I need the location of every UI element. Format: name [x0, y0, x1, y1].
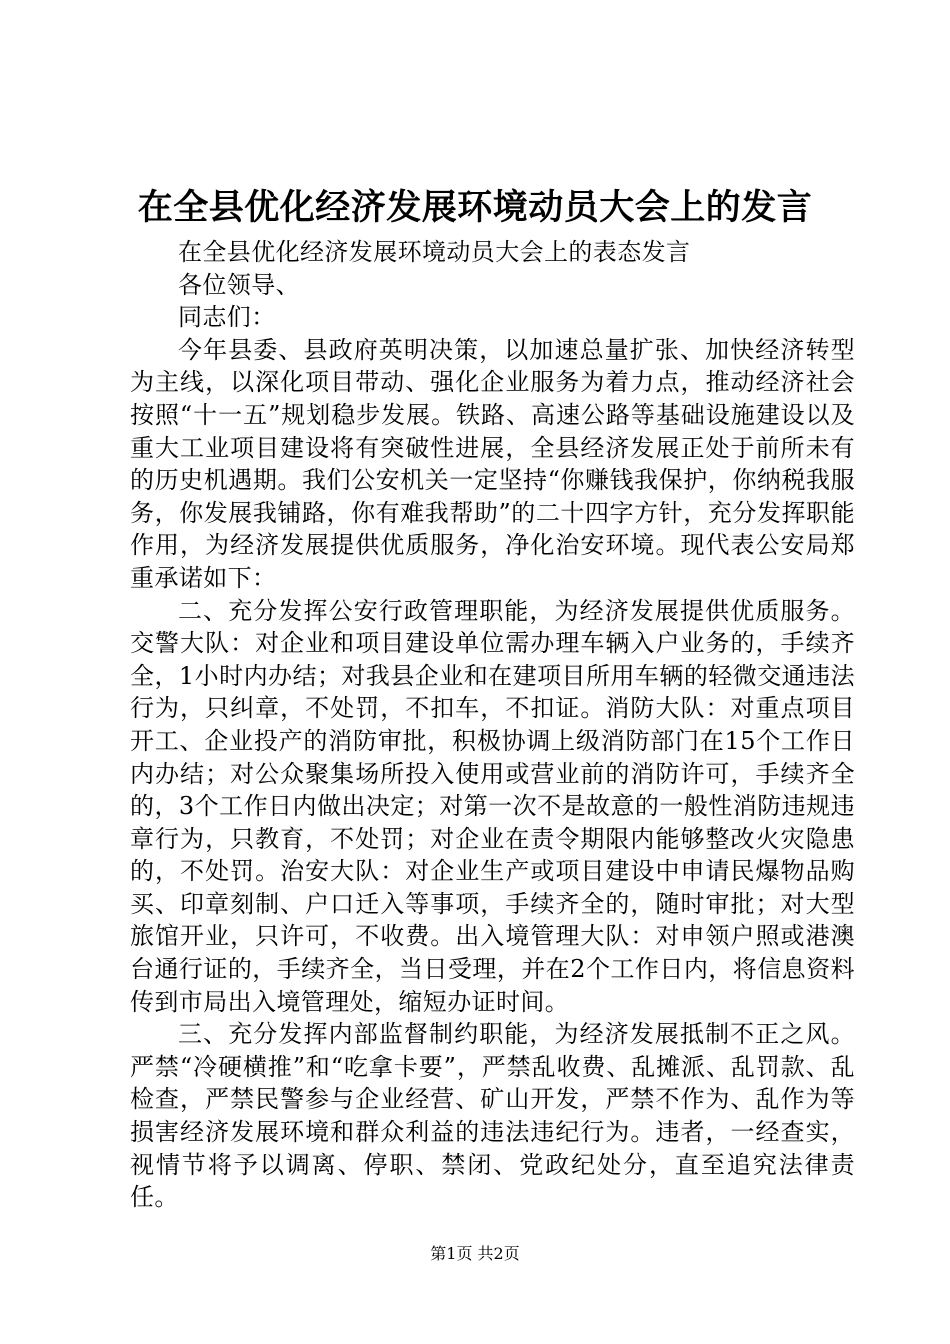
- body-paragraph: 三、充分发挥内部监督制约职能，为经济发展抵制不正之风。严禁“冷硬横推”和“吃拿卡要”，严禁乱收费、乱摊派、乱罚款、乱检查，严禁民警参与企业经营、矿山开发，严禁不作为、乱作为等损害经济发展环境和群众利益的违法违纪行为。违者，一经查实，视情节将予以调离、停职、禁闭、党政纪处分，直至追究法律责任。: [130, 1020, 855, 1212]
- salutation-line: 同志们：: [178, 303, 276, 332]
- subtitle-paragraph: 在全县优化经济发展环境动员大会上的表态发言: [178, 238, 691, 266]
- page-number-footer: 第1页 共2页: [430, 1244, 520, 1263]
- body-paragraph: 今年县委、县政府英明决策，以加速总量扩张、加快经济转型为主线，以深化项目带动、强化企业服务为着力点，推动经济社会按照“十一五”规划稳步发展。铁路、高速公路等基础设施建设以及重大工业项目建设将有突破性进展，全县经济发展正处于前所未有的历史机遇期。我们公安机关一定坚持“你赚钱我保护，你纳税我服务，你发展我铺路，你有难我帮助”的二十四字方针，充分发挥职能作用，为经济发展提供优质服务，净化治安环境。现代表公安局郑重承诺如下：: [130, 335, 855, 592]
- document-title: 在全县优化经济发展环境动员大会上的发言: [137, 187, 813, 228]
- document-body: [130, 236, 855, 1214]
- salutation-line: 各位领导、: [178, 270, 300, 299]
- body-paragraph: 二、充分发挥公安行政管理职能，为经济发展提供优质服务。交警大队：对企业和项目建设单位需办理车辆入户业务的，手续齐全，1小时内办结；对我县企业和在建项目所用车辆的轻微交通违法行为，只纠章，不处罚，不扣车，不扣证。消防大队：对重点项目开工、企业投产的消防审批，积极协调上级消防部门在15个工作日内办结；对公众聚集场所投入使用或营业前的消防许可，手续齐全的，3个工作日内做出决定；对第一次不是故意的一般性消防违规违章行为，只教育，不处罚；对企业在责令期限内能够整改火灾隐患的，不处罚。治安大队：对企业生产或项目建设中申请民爆物品购买、印章刻制、户口迁入等事项，手续齐全的，随时审批；对大型旅馆开业，只许可，不收费。出入境管理大队：对申领户照或港澳台通行证的，手续齐全，当日受理，并在2个工作日内，将信息资料传到市局出入境管理处，缩短办证时间。: [130, 596, 855, 1016]
